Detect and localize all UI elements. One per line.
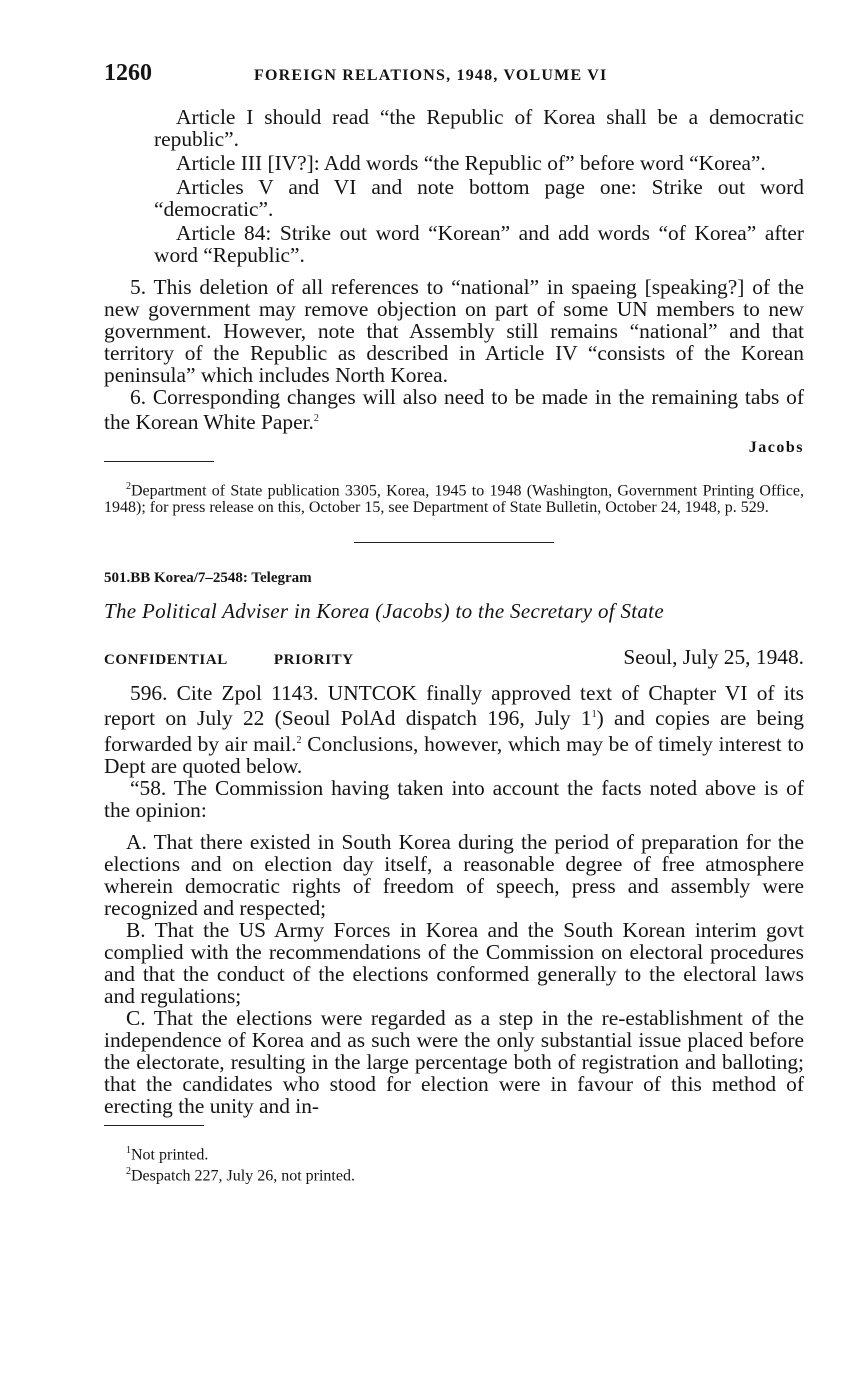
signature: Jacobs [748, 439, 804, 457]
document-title: The Political Adviser in Korea (Jacobs) to the Secretary of State [104, 599, 664, 624]
conclusions-list [104, 831, 804, 1117]
document-page [104, 60, 804, 1184]
footnote-marker: 2 [313, 413, 319, 424]
priority-label: PRIORITY [273, 652, 354, 669]
article-line: Article 84: Strike out word “Korean” and add words “of Korea” after word “Republic”. [154, 221, 804, 267]
paragraph-6 [104, 386, 804, 433]
page-number: 1260 [104, 60, 152, 86]
page-header [104, 60, 804, 100]
footnote-marker: 2 [296, 734, 302, 746]
running-head: FOREIGN RELATIONS, 1948, VOLUME VI [254, 67, 608, 84]
paragraph-596-text-1: 596. Cite Zpol 1143. UNTCOK finally approved text of Chapter VI of its report on July 22 (Seoul PolAd dispatch 196, July 1 [104, 681, 804, 731]
footnote-text: Despatch 227, July 26, not printed. [131, 1167, 355, 1185]
footnotes-bottom [104, 1142, 804, 1185]
paragraph-58: “58. The Commission having taken into account the facts noted above is of the opinion: [104, 775, 804, 822]
article-line: Article III [IV?]: Add words “the Republic of” before word “Korea”. [176, 151, 766, 175]
conclusion-item: C. That the elections were regarded as a step in the re-establishment of the independence of Korea and as such were the only substantial issue placed before the electorate, resulting in the large percentage both of registration and balloting; that the candidates who stood for election were in favour of this method of erecting the unity and in- [104, 1005, 804, 1118]
article-amendments [104, 106, 804, 266]
footnote-top [104, 478, 804, 516]
paragraph-596-text-2: ) and copies are being forwarded by air mail. [104, 706, 804, 756]
footnote-marker: 2 [126, 481, 131, 493]
footnote-text: Department of State publication 3305, Korea, 1945 to 1948 (Washington, Government Printing Office, 1948); for press release on this, October 15, see Department of State Bulletin, October 24, 1948, p. 529. [104, 482, 804, 517]
article-line: Articles V and VI and note bottom page one: Strike out word “democratic”. [154, 175, 804, 221]
footnote-text: Not printed. [131, 1146, 209, 1164]
paragraph-596-text-3: Conclusions, however, which may be of timely interest to Dept are quoted below. [104, 731, 804, 778]
conclusion-item: A. That there existed in South Korea during the period of preparation for the elections and on election day itself, a reasonable degree of free atmosphere wherein democratic rights of freedom of speech, press and assembly were recognized and respected; [104, 829, 804, 920]
article-line: Article I should read “the Republic of Korea shall be a democratic republic”. [154, 105, 804, 151]
file-reference: 501.BB Korea/7–2548: Telegram [104, 570, 312, 587]
footnote-marker: 1 [591, 709, 597, 721]
paragraph-5: 5. This deletion of all references to “national” in spaeing [speaking?] of the new government may remove objection on part of some UN members to new government. However, note that Assembly still remains “national” and that territory of the Republic as described in Article IV “consists of the Korean peninsula” which includes North Korea. [104, 275, 804, 387]
section-divider [354, 542, 554, 543]
dateline: Seoul, July 25, 1948. [623, 645, 804, 670]
paragraph-6-text: 6. Corresponding changes will also need to be made in the remaining tabs of the Korean White Paper. [104, 385, 804, 435]
classification-label: CONFIDENTIAL [104, 652, 228, 669]
footnote-marker: 1 [126, 1144, 131, 1156]
footnote-marker: 2 [126, 1166, 131, 1178]
footnote-divider [104, 461, 214, 462]
classification-line [104, 645, 804, 670]
conclusion-item: B. That the US Army Forces in Korea and the South Korean interim govt complied with the recommendations of the Commission on electoral procedures and that the conduct of the elections conformed generally to the electoral laws and regulations; [104, 917, 804, 1008]
footnote-divider [104, 1125, 204, 1126]
telegram-body [104, 682, 804, 1116]
paragraph-596 [104, 682, 804, 776]
